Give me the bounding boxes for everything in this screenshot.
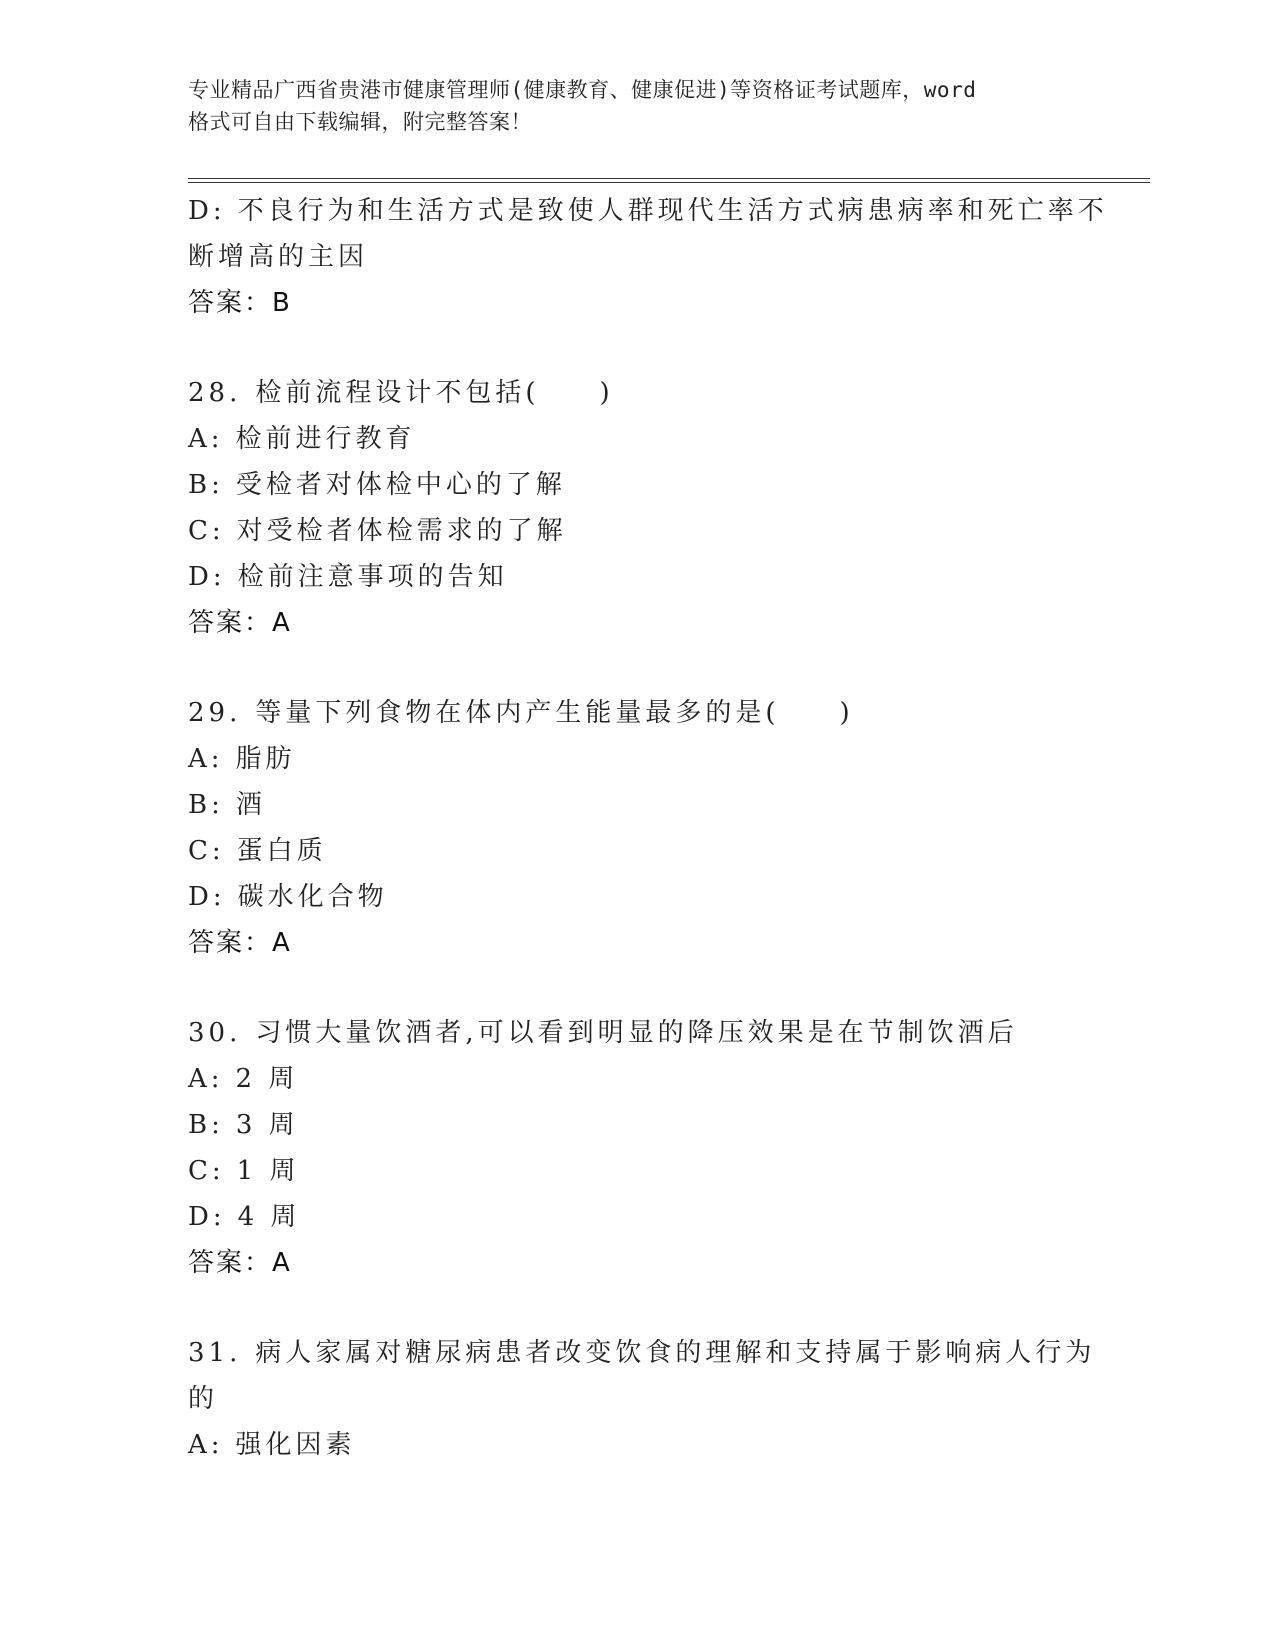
option-key: D: [188, 1202, 226, 1232]
question-29-answer: 答案：A [188, 928, 292, 958]
question-30-option-b [188, 1102, 1088, 1148]
answer-prev: 答案：B [188, 288, 292, 318]
question-30-option-a [188, 1056, 1088, 1102]
question-28-option-a [188, 416, 1088, 462]
option-text: 碳水化合物 [237, 882, 388, 912]
question-30-option-d [188, 1194, 1088, 1240]
question-29-option-c [188, 828, 1088, 874]
question-29-option-d [188, 874, 1088, 920]
option-text: 不良行为和生活方式是致使人群现代生活方式病患病率和死亡率不 [237, 196, 1108, 226]
option-key: C: [188, 836, 225, 866]
option-text: 1 周 [236, 1156, 300, 1186]
question-number: 29. [188, 698, 242, 728]
document-header [188, 74, 1088, 138]
option-text: 酒 [235, 790, 266, 820]
option-d-prev [188, 188, 1108, 234]
option-text: 强化因素 [235, 1430, 356, 1460]
option-key: A: [188, 744, 224, 774]
question-text: 等量下列食物在体内产生能量最多的是( ) [255, 698, 854, 728]
option-key: D: [188, 562, 226, 592]
option-key: A: [188, 424, 224, 454]
question-number: 31. [188, 1338, 242, 1368]
question-content [188, 188, 1108, 1468]
question-31-stem-continued: 的 [188, 1384, 219, 1414]
option-text: 受检者对体检中心的了解 [235, 470, 566, 500]
option-text: 4 周 [237, 1202, 301, 1232]
question-31-stem [188, 1330, 1096, 1376]
option-key: B: [188, 470, 224, 500]
header-line-2: 格式可自由下载编辑，附完整答案！ [188, 110, 532, 134]
question-29-option-b [188, 782, 1088, 828]
option-text: 脂肪 [235, 744, 296, 774]
option-text: 检前注意事项的告知 [237, 562, 508, 592]
option-key: C: [188, 516, 225, 546]
option-key: D: [188, 882, 226, 912]
header-line-1: 专业精品广西省贵港市健康管理师(健康教育、健康促进)等资格证考试题库，word [188, 78, 977, 102]
question-number: 30. [188, 1018, 242, 1048]
question-30-answer: 答案：A [188, 1248, 292, 1278]
question-text: 检前流程设计不包括( ) [255, 378, 614, 408]
option-text: 3 周 [235, 1110, 299, 1140]
question-number: 28. [188, 378, 242, 408]
question-28-option-c [188, 508, 1088, 554]
question-30-stem [188, 1010, 1088, 1056]
option-key: A: [188, 1430, 224, 1460]
question-31-option-a [188, 1422, 1088, 1468]
option-key: A: [188, 1064, 224, 1094]
question-29-option-a [188, 736, 1088, 782]
question-28-option-d [188, 554, 1088, 600]
option-text: 检前进行教育 [235, 424, 416, 454]
option-text: 蛋白质 [236, 836, 327, 866]
question-28-stem [188, 370, 1088, 416]
option-text: 2 周 [235, 1064, 299, 1094]
question-28-option-b [188, 462, 1088, 508]
question-text: 病人家属对糖尿病患者改变饮食的理解和支持属于影响病人行为 [255, 1338, 1096, 1368]
option-key: D: [188, 196, 226, 226]
option-key: B: [188, 1110, 224, 1140]
option-key: C: [188, 1156, 225, 1186]
question-29-stem [188, 690, 1088, 736]
option-key: B: [188, 790, 224, 820]
question-28-answer: 答案：A [188, 608, 292, 638]
option-d-prev-continued: 断增高的主因 [188, 242, 369, 272]
option-text: 对受检者体检需求的了解 [236, 516, 567, 546]
question-30-option-c [188, 1148, 1088, 1194]
header-divider-top [188, 178, 1150, 179]
question-text: 习惯大量饮酒者,可以看到明显的降压效果是在节制饮酒后 [255, 1018, 1018, 1048]
header-divider-bottom [188, 182, 1150, 183]
